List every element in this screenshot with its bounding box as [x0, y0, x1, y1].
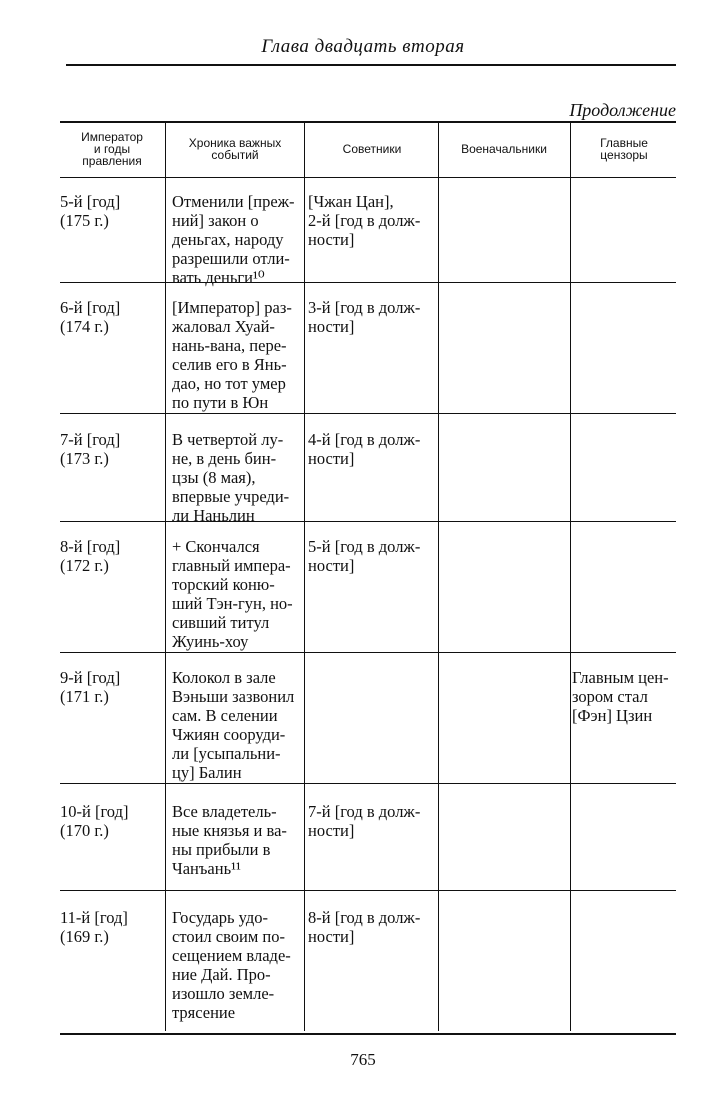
running-head: Глава двадцать вторая: [261, 36, 465, 57]
chronicle-cell: Все владетель- ные князья и ва- ны прибыли в Чанъань¹¹: [172, 802, 287, 878]
chronicle-cell: Отменили [преж- ний] закон о деньгах, народу разрешили отли- вать деньги¹⁰: [172, 192, 295, 287]
header-chronicle: Хроника важных событий: [188, 136, 282, 162]
header-bottom-rule: [60, 177, 676, 178]
row-rule: [60, 652, 676, 653]
column-divider: [165, 121, 166, 1031]
header-emperor-years: Император и годы правления: [81, 130, 143, 168]
chronicle-cell: В четвертой лу- не, в день бин- цзы (8 мая), впервые учреди- ли Наньлин: [172, 430, 290, 525]
header-censors: Главные цензоры: [600, 136, 648, 162]
year-cell: 11-й [год] (169 г.): [60, 908, 128, 946]
advisers-cell: 7-й [год в долж- ности]: [308, 802, 421, 840]
advisers-cell: [Чжан Цан], 2-й [год в долж- ности]: [308, 192, 421, 249]
advisers-cell: 4-й [год в долж- ности]: [308, 430, 421, 468]
header-rule: [66, 64, 676, 66]
column-divider: [570, 121, 571, 1031]
advisers-cell: 8-й [год в долж- ности]: [308, 908, 421, 946]
row-rule: [60, 783, 676, 784]
censors-cell: Главным цен- зором стал [Фэн] Цзин: [572, 668, 669, 725]
continued-label: Продолжение: [569, 100, 676, 120]
row-rule: [60, 282, 676, 283]
row-rule: [60, 413, 676, 414]
year-cell: 10-й [год] (170 г.): [60, 802, 129, 840]
year-cell: 7-й [год] (173 г.): [60, 430, 121, 468]
advisers-cell: 5-й [год в долж- ности]: [308, 537, 421, 575]
chronicle-cell: + Скончался главный импера- торский коню- ший Тэн-гун, но- сивший титул Жуинь-хоу: [172, 537, 293, 651]
chronicle-cell: Колокол в зале Вэньши зазвонил сам. В селении Чжиян сооруди- ли [усыпальни- цу] Балин: [172, 668, 295, 782]
year-cell: 8-й [год] (172 г.): [60, 537, 121, 575]
page-number: 765: [350, 1050, 376, 1069]
chronicle-cell: Государь удо- стоил своим по- сещением владе- ние Дай. Про- изошло земле- трясение: [172, 908, 291, 1022]
column-divider: [438, 121, 439, 1031]
advisers-cell: 3-й [год в долж- ности]: [308, 298, 421, 336]
year-cell: 9-й [год] (171 г.): [60, 668, 121, 706]
row-rule: [60, 521, 676, 522]
header-generals: Военачальники: [461, 142, 547, 156]
column-divider: [304, 121, 305, 1031]
chronicle-cell: [Император] раз- жаловал Хуай- нань-вана, пере- селив его в Янь- дао, но тот умер по пути в Юн: [172, 298, 292, 412]
year-cell: 5-й [год] (175 г.): [60, 192, 121, 230]
row-rule: [60, 890, 676, 891]
table-bottom-rule: [60, 1033, 676, 1035]
header-advisers: Советники: [342, 142, 402, 156]
year-cell: 6-й [год] (174 г.): [60, 298, 121, 336]
table-header: [60, 123, 676, 175]
